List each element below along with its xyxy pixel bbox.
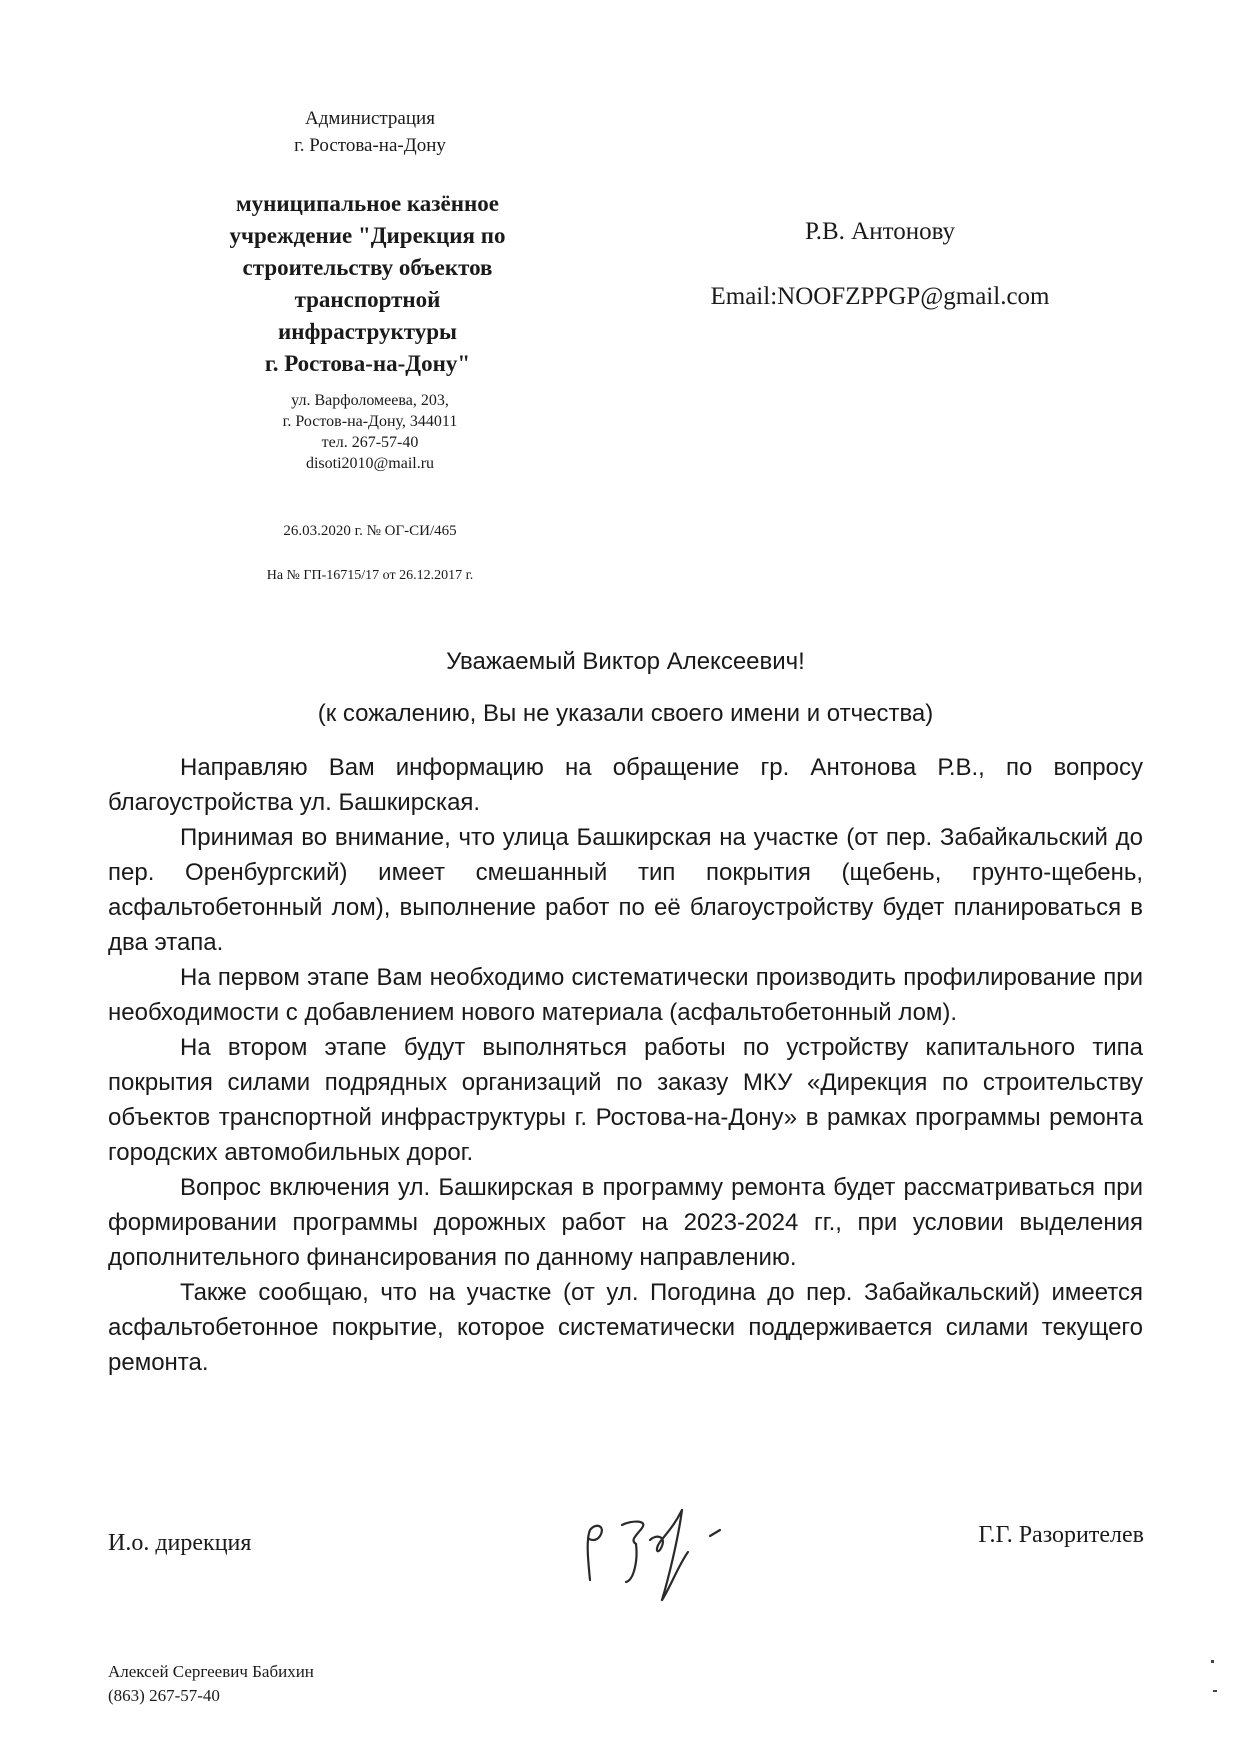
recipient-name: Р.В. Антонову [804, 218, 956, 245]
letter-body [108, 750, 1143, 1380]
incoming-reference: На № ГП-16715/17 от 26.12.2017 г. [266, 568, 474, 583]
body-paragraph: Также сообщаю, что на участке (от ул. Погодина до пер. Забайкальский) имеется асфальтобетонное покрытие, которое систематически поддерживается силами текущего ремонта. [108, 1279, 1143, 1376]
admin-city-line: г. Ростова-на-Дону [294, 135, 446, 156]
org-line: муниципальное казённое [236, 191, 499, 216]
handwritten-signature [570, 1470, 750, 1610]
recipient-email: Email:NOOFZPPGP@gmail.com [710, 283, 1050, 310]
executor-phone: (863) 267-57-40 [108, 1686, 220, 1705]
executor-name: Алексей Сергеевич Бабихин [108, 1662, 314, 1681]
body-paragraph: На первом этапе Вам необходимо систематически производить профилирование при необходимости с добавлением нового материала (асфальтобетонный лом). [108, 964, 1143, 1026]
letterhead-admin [270, 105, 470, 159]
body-paragraph: На втором этапе будут выполняться работы по устройству капитального типа покрытия силами подрядных организаций по заказу МКУ «Дирекция по строительству объектов транспортной инфраструктуры г. Ростова-на-Дону» в рамках программы ремонта городских автомобильных дорог. [108, 1034, 1143, 1166]
phone-line: тел. 267-57-40 [321, 434, 419, 451]
admin-line: Администрация [305, 108, 435, 129]
org-line: транспортной [294, 287, 441, 312]
signatory-name: Г.Г. Разорителев [978, 1522, 1144, 1548]
address-line: ул. Варфоломеева, 203, [291, 392, 449, 409]
body-paragraph: Направляю Вам информацию на обращение гр. Антонова Р.В., по вопросу благоустройства ул. Башкирская. [108, 754, 1143, 816]
scan-speck [1211, 1660, 1214, 1663]
address-line: г. Ростов-на-Дону, 344011 [282, 413, 458, 430]
body-paragraph: Вопрос включения ул. Башкирская в программу ремонта будет рассматриваться при формировании программы дорожных работ на 2023-2024 гг., при условии выделения дополнительного финансирования по данному направлению. [108, 1174, 1143, 1271]
name-note: (к сожалению, Вы не указали своего имени и отчества) [317, 700, 934, 727]
letterhead-address [220, 390, 520, 474]
org-line: строительству объектов [242, 255, 493, 280]
letterhead-organization [185, 188, 550, 380]
body-paragraph: Принимая во внимание, что улица Башкирская на участке (от пер. Забайкальский до пер. Оренбургский) имеет смешанный тип покрытия (щебень, грунто-щебень, асфальтобетонный лом), выполнение работ по её благоустройству будет планироваться в два этапа. [108, 824, 1143, 956]
org-line: учреждение "Дирекция по [229, 223, 506, 248]
salutation: Уважаемый Виктор Алексеевич! [446, 648, 805, 675]
executor-block [108, 1660, 314, 1708]
outgoing-reference: 26.03.2020 г. № ОГ-СИ/465 [283, 523, 457, 539]
org-line: инфраструктуры [278, 319, 457, 344]
scan-speck [1213, 1690, 1217, 1692]
org-line: г. Ростова-на-Дону" [264, 351, 471, 376]
signatory-title: И.о. дирекция [108, 1530, 252, 1556]
email-line: disoti2010@mail.ru [305, 455, 435, 472]
